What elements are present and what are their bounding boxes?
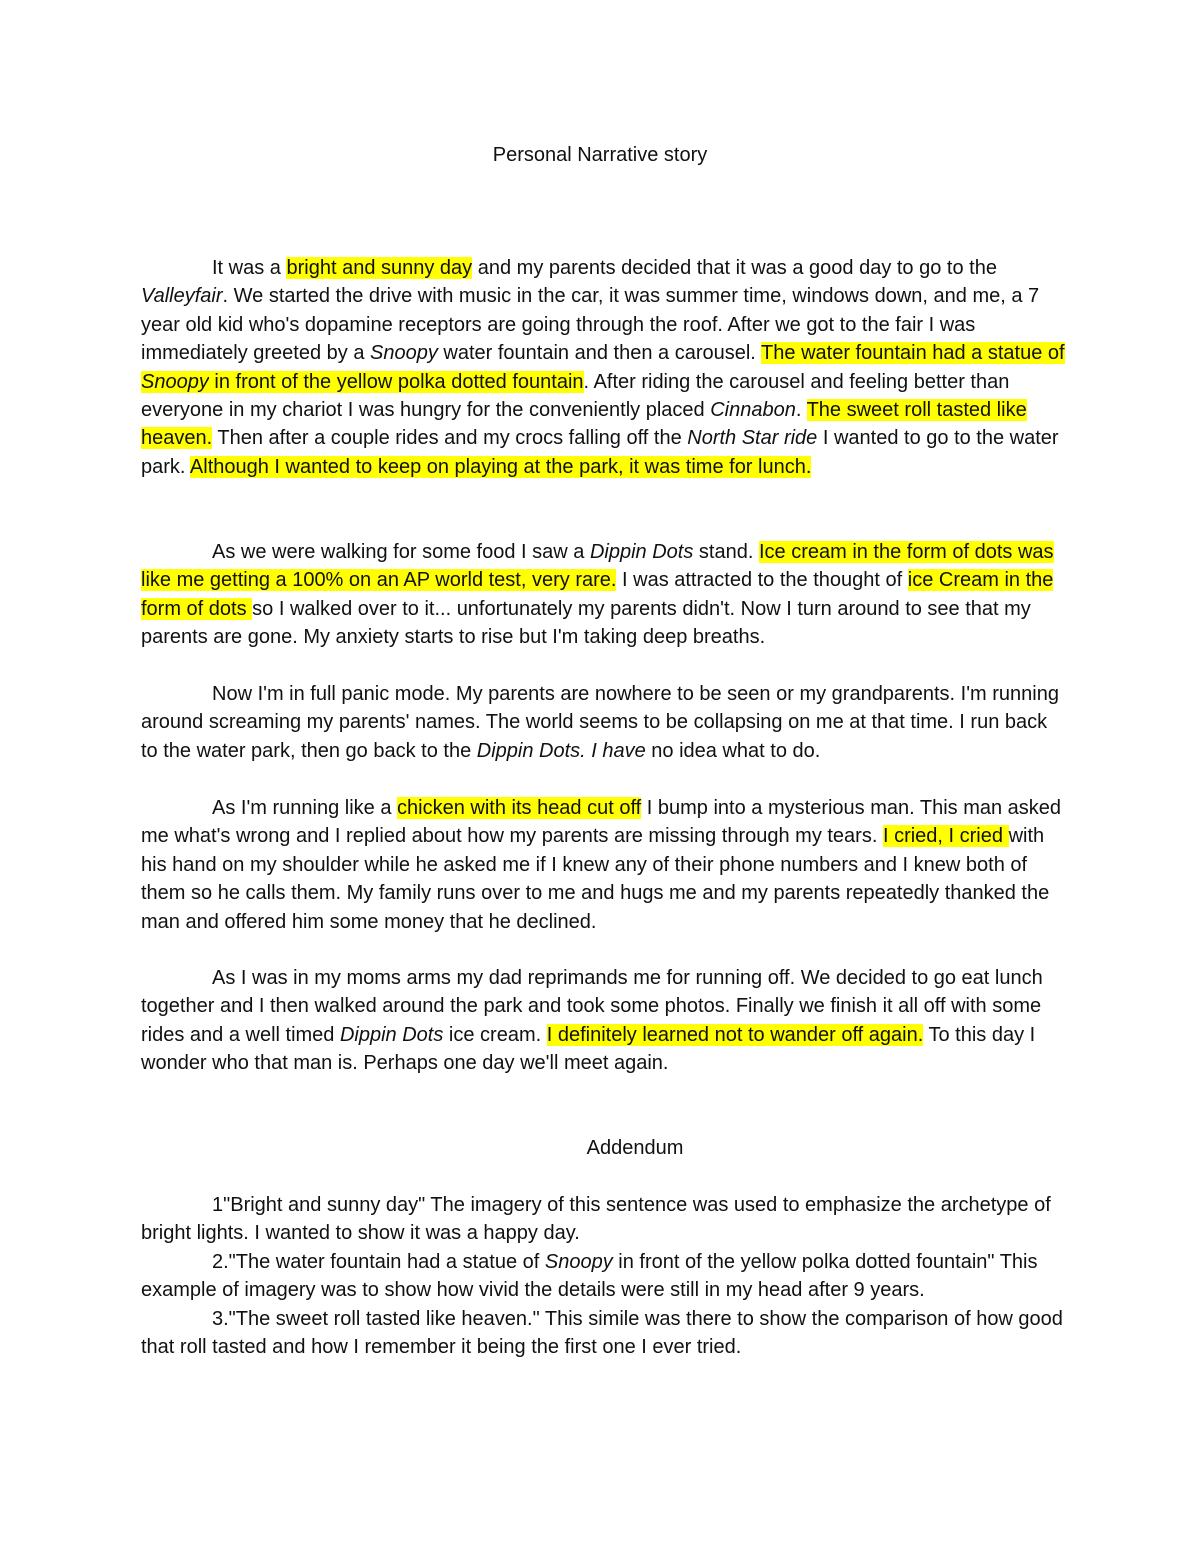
italic-text: Dippin Dots bbox=[589, 541, 694, 563]
text-run: 3."The sweet roll tasted like heaven." This simile was there to show the comparison of how good that roll tasted and how I remember it being the first one I ever tried. bbox=[141, 1307, 1063, 1359]
addendum-item-2 bbox=[141, 1248, 1066, 1305]
italic-text: Dippin Dots bbox=[339, 1023, 444, 1046]
text-run: To this day I wonder who that man is. Perhaps one day we'll meet again. bbox=[141, 1023, 1036, 1075]
highlighted-text: Snoopy bbox=[141, 370, 209, 393]
text-run: As I'm running like a bbox=[212, 797, 398, 819]
text-run: Then after a couple rides and my crocs falling off the bbox=[212, 427, 688, 450]
paragraph-4 bbox=[141, 794, 1066, 936]
text-run: As we were walking for some food I saw a bbox=[212, 541, 590, 563]
text-run: . After riding the carousel and feeling better than everyone in my chariot I was hungry for the conveniently placed bbox=[141, 370, 1010, 422]
highlighted-text: I cried, I cried bbox=[882, 825, 1009, 848]
highlighted-text: ice Cream in the form of dots bbox=[141, 569, 1054, 620]
italic-text: Snoopy bbox=[370, 342, 438, 365]
paragraph-3 bbox=[141, 680, 1066, 765]
highlighted-text: I definitely learned not to wander off again. bbox=[546, 1023, 924, 1046]
text-run: . bbox=[795, 399, 807, 422]
highlighted-text: bright and sunny day bbox=[286, 257, 473, 279]
paragraph-text bbox=[141, 254, 1066, 481]
highlighted-text: The sweet roll tasted like heaven. bbox=[141, 399, 1027, 450]
text-run: 2."The water fountain had a statue of bbox=[212, 1250, 545, 1273]
paragraph-text bbox=[141, 964, 1066, 1078]
italic-text: Snoopy bbox=[544, 1250, 613, 1273]
addendum-item-1 bbox=[141, 1191, 1066, 1248]
document-title: Personal Narrative story bbox=[492, 144, 708, 166]
text-run: I was attracted to the thought of bbox=[616, 569, 908, 592]
text-run: As I was in my moms arms my dad reprimands me for running off. We decided to go eat lunch together and I then walked around the park and took some photos. Finally we finish it all off with some rides and a well timed bbox=[141, 967, 1043, 1046]
paragraph-text bbox=[141, 680, 1066, 765]
paragraph-1 bbox=[141, 254, 1066, 481]
text-run: water fountain and then a carousel. bbox=[437, 342, 762, 365]
paragraph-text bbox=[141, 794, 1066, 936]
text-run: and my parents decided that it was a good day to go to the bbox=[472, 257, 997, 279]
text-run: It was a bbox=[212, 257, 287, 279]
text-run: ice cream. bbox=[443, 1023, 547, 1046]
text-run: 1"Bright and sunny day" The imagery of this sentence was used to emphasize the archetype of bright lights. I wanted to show it was a happy day. bbox=[141, 1194, 1051, 1245]
highlighted-text: chicken with its head cut off bbox=[397, 797, 642, 819]
highlighted-text: Although I wanted to keep on playing at the park, it was time for lunch. bbox=[189, 455, 812, 478]
paragraph-5 bbox=[141, 964, 1066, 1078]
text-run: stand. bbox=[693, 541, 759, 563]
addendum-list bbox=[141, 1191, 1066, 1361]
italic-text: Cinnabon bbox=[710, 399, 796, 422]
text-run: I bump into a mysterious man. This man asked me what's wrong and I replied about how my parents are missing through my tears. bbox=[141, 797, 1062, 848]
text-run: with his hand on my shoulder while he asked me if I knew any of their phone numbers and I knew both of them so he calls them. My family runs over to me and hugs me and my parents repeatedly thanked the man and offered him some money that he declined. bbox=[141, 825, 1050, 933]
addendum-title: Addendum bbox=[586, 1137, 684, 1159]
highlighted-text: The water fountain had a statue of bbox=[761, 342, 1065, 365]
text-run: so I walked over to it... unfortunately my parents didn't. Now I turn around to see that my parents are gone. My anxiety starts to rise but I'm taking deep breaths. bbox=[141, 597, 1031, 649]
text-run: no idea what to do. bbox=[645, 739, 821, 762]
text-run: in front of the yellow polka dotted fountain" This example of imagery was to show how vivid the details were still in my head after 9 years. bbox=[141, 1250, 1038, 1302]
highlighted-text: Ice cream in the form of dots was like me getting a 100% on an AP world test, very rare. bbox=[141, 541, 1054, 592]
paragraph-text bbox=[141, 538, 1066, 652]
highlighted-text: in front of the yellow polka dotted fountain bbox=[208, 370, 584, 393]
italic-text: North Star ride bbox=[687, 427, 818, 450]
text-run: I wanted to go to the water park. bbox=[141, 427, 1059, 478]
italic-text: Dippin Dots. I have bbox=[476, 739, 646, 762]
paragraph-2 bbox=[141, 538, 1066, 652]
italic-text: Valleyfair bbox=[141, 285, 223, 308]
text-run: . We started the drive with music in the car, it was summer time, windows down, and me, a 7 year old kid who's dopamine receptors are going through the roof. After we got to the fair I was immediately greeted by a bbox=[141, 285, 1040, 365]
addendum-item-3 bbox=[141, 1305, 1066, 1362]
text-run: Now I'm in full panic mode. My parents are nowhere to be seen or my grandparents. I'm running around screaming my parents' names. The world seems to be collapsing on me at that time. I run back to the water park, then go back to the bbox=[141, 683, 1059, 762]
